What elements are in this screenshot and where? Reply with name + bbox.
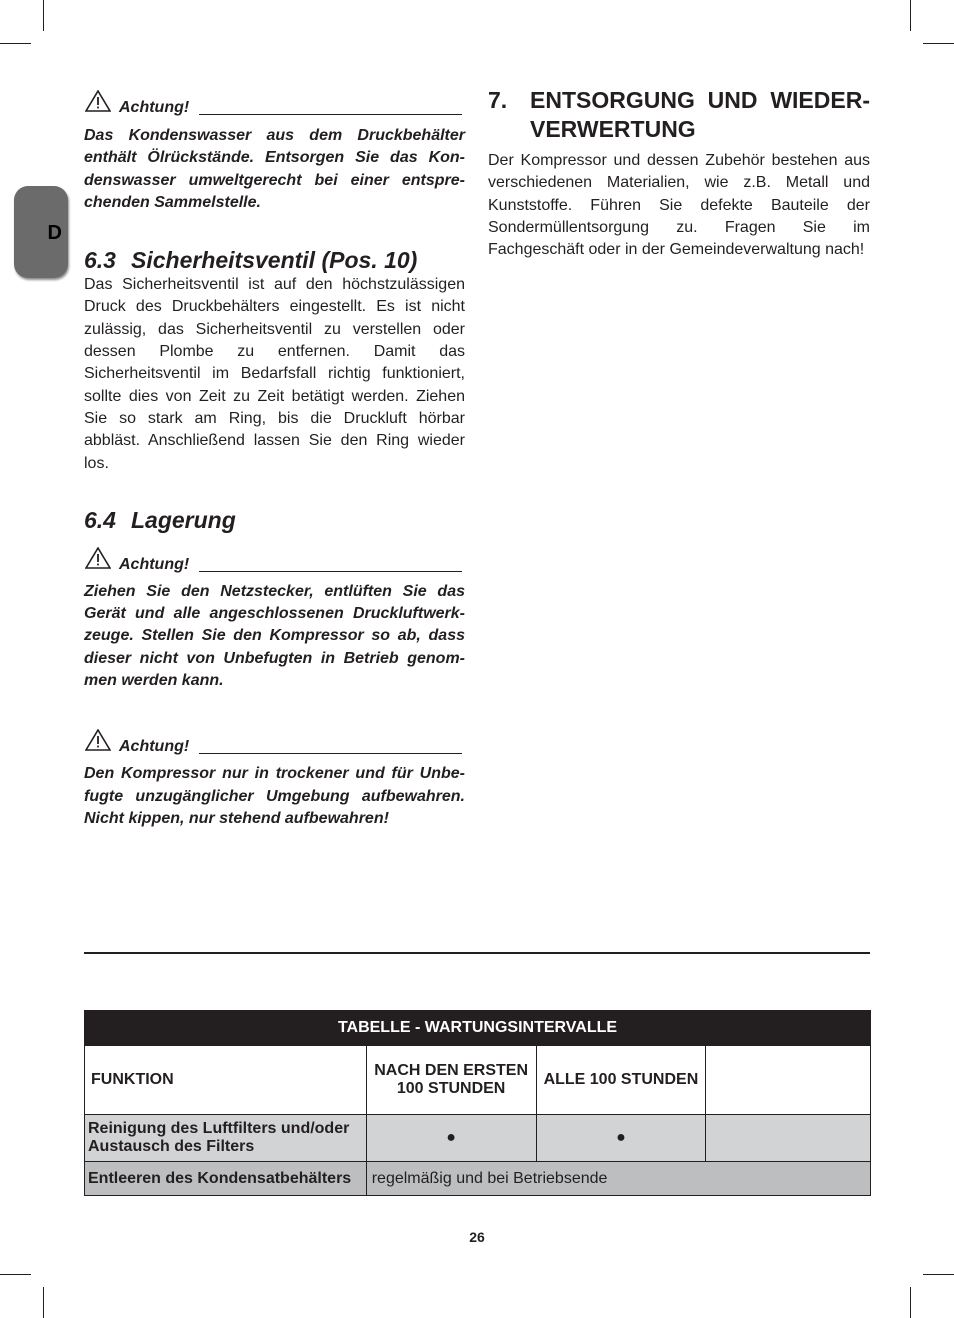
section-text: Der Kompressor und dessen Zubehör bestehen aus verschiedenen Materialien, wie z.B. Metall und Kunststoffe. Führen Sie defekte Bauteile der Sondermüllentsorgung zu. Fragen Sie im Fachgeschäft oder in der Gemeindeverwaltung nach!	[488, 152, 870, 259]
section-text: Das Sicherheitsventil ist auf den höchstzulässigen Druck des Druckbehälters eingestellt. Es ist nicht zulässig, das Sicherheitsventil zu verstellen oder dessen Plombe zu entfernen. Damit das Sicherheitsventil im Bedarfsfall richtig funktioniert, sollte dies von Zeit zu Zeit betätigt werden. Ziehen Sie so stark am Ring, bis die Druckluft hörbar abbläst. Anschließend lassen Sie den Ring wieder los.	[84, 276, 465, 472]
crop-mark	[923, 43, 954, 44]
crop-mark	[43, 1287, 44, 1318]
table-cell-marker: ●	[366, 1115, 536, 1162]
warning-header	[84, 543, 465, 573]
divider-rule	[84, 952, 870, 954]
warning-text: Ziehen Sie den Netzstecker, entlüften Sie das Gerät und alle angeschlossenen Druckluftwerkzeuge. Stellen Sie den Kompressor so ab, dass dieser nicht von Unbefugten in Betrieb genommen werden kann.	[84, 582, 465, 690]
section-heading-7	[488, 86, 870, 144]
table-header-row	[85, 1046, 871, 1115]
warning-rule	[199, 571, 462, 572]
section-title: Lagerung	[131, 506, 236, 533]
table-cell-label: Entleeren des Kondensatbehälters	[85, 1162, 367, 1196]
section-heading-6-4	[84, 507, 465, 534]
right-column	[488, 86, 870, 261]
table-title: TABELLE - WARTUNGSINTERVALLE	[85, 1011, 871, 1046]
warning-header	[84, 725, 465, 756]
warning-rule	[199, 114, 462, 115]
section-number: 6.3	[84, 247, 116, 274]
language-tab	[14, 186, 68, 278]
table-header-cell: FUNKTION	[85, 1046, 367, 1115]
table-header-cell: NACH DEN ERSTEN 100 STUNDEN	[366, 1046, 536, 1115]
warning-triangle-icon	[85, 90, 111, 112]
warning-label: Achtung!	[119, 555, 190, 573]
table-header-cell	[706, 1046, 871, 1115]
warning-rule	[199, 753, 462, 754]
table-cell	[706, 1115, 871, 1162]
warning-label: Achtung!	[119, 99, 190, 116]
table-row	[85, 1162, 871, 1196]
section-heading-6-3	[84, 247, 465, 274]
table-cell-marker: ●	[536, 1115, 706, 1162]
table-header-cell: ALLE 100 STUNDEN	[536, 1046, 706, 1115]
section-title: ENTSORGUNG UND WIEDERVERWERTUNG	[530, 87, 870, 142]
crop-mark	[910, 1287, 911, 1318]
table-row	[85, 1115, 871, 1162]
crop-mark	[43, 0, 44, 31]
crop-mark	[0, 43, 31, 44]
section-number: 7.	[488, 87, 508, 113]
page-number: 26	[469, 1229, 485, 1245]
table-cell-label: Reinigung des Luftfilters und/oder Austausch des Filters	[85, 1115, 367, 1162]
section-number: 6.4	[84, 506, 116, 533]
section-title: Sicherheitsventil (Pos. 10)	[131, 247, 418, 274]
language-tab-letter: D	[47, 222, 62, 244]
crop-mark	[923, 1274, 954, 1275]
warning-text: Den Kompressor nur in trockener und für Unbefugte unzugänglicher Umgebung aufbewahren. Nicht kippen, nur stehend aufbewahren!	[84, 765, 465, 827]
crop-mark	[910, 0, 911, 31]
crop-mark	[0, 1274, 31, 1275]
maintenance-table	[84, 1010, 871, 1196]
table-cell-value: regelmäßig und bei Betriebsende	[366, 1162, 870, 1196]
warning-label: Achtung!	[119, 738, 190, 756]
left-column	[84, 86, 465, 830]
warning-header	[84, 86, 465, 116]
warning-triangle-icon	[85, 547, 111, 569]
warning-triangle-icon	[85, 729, 111, 751]
warning-text: Das Kondenswasser aus dem Druckbehälter enthält Ölrückstände. Entsorgen Sie das Kondenswasser umweltgerecht bei einer entsprechenden Sammelstelle.	[84, 127, 465, 211]
